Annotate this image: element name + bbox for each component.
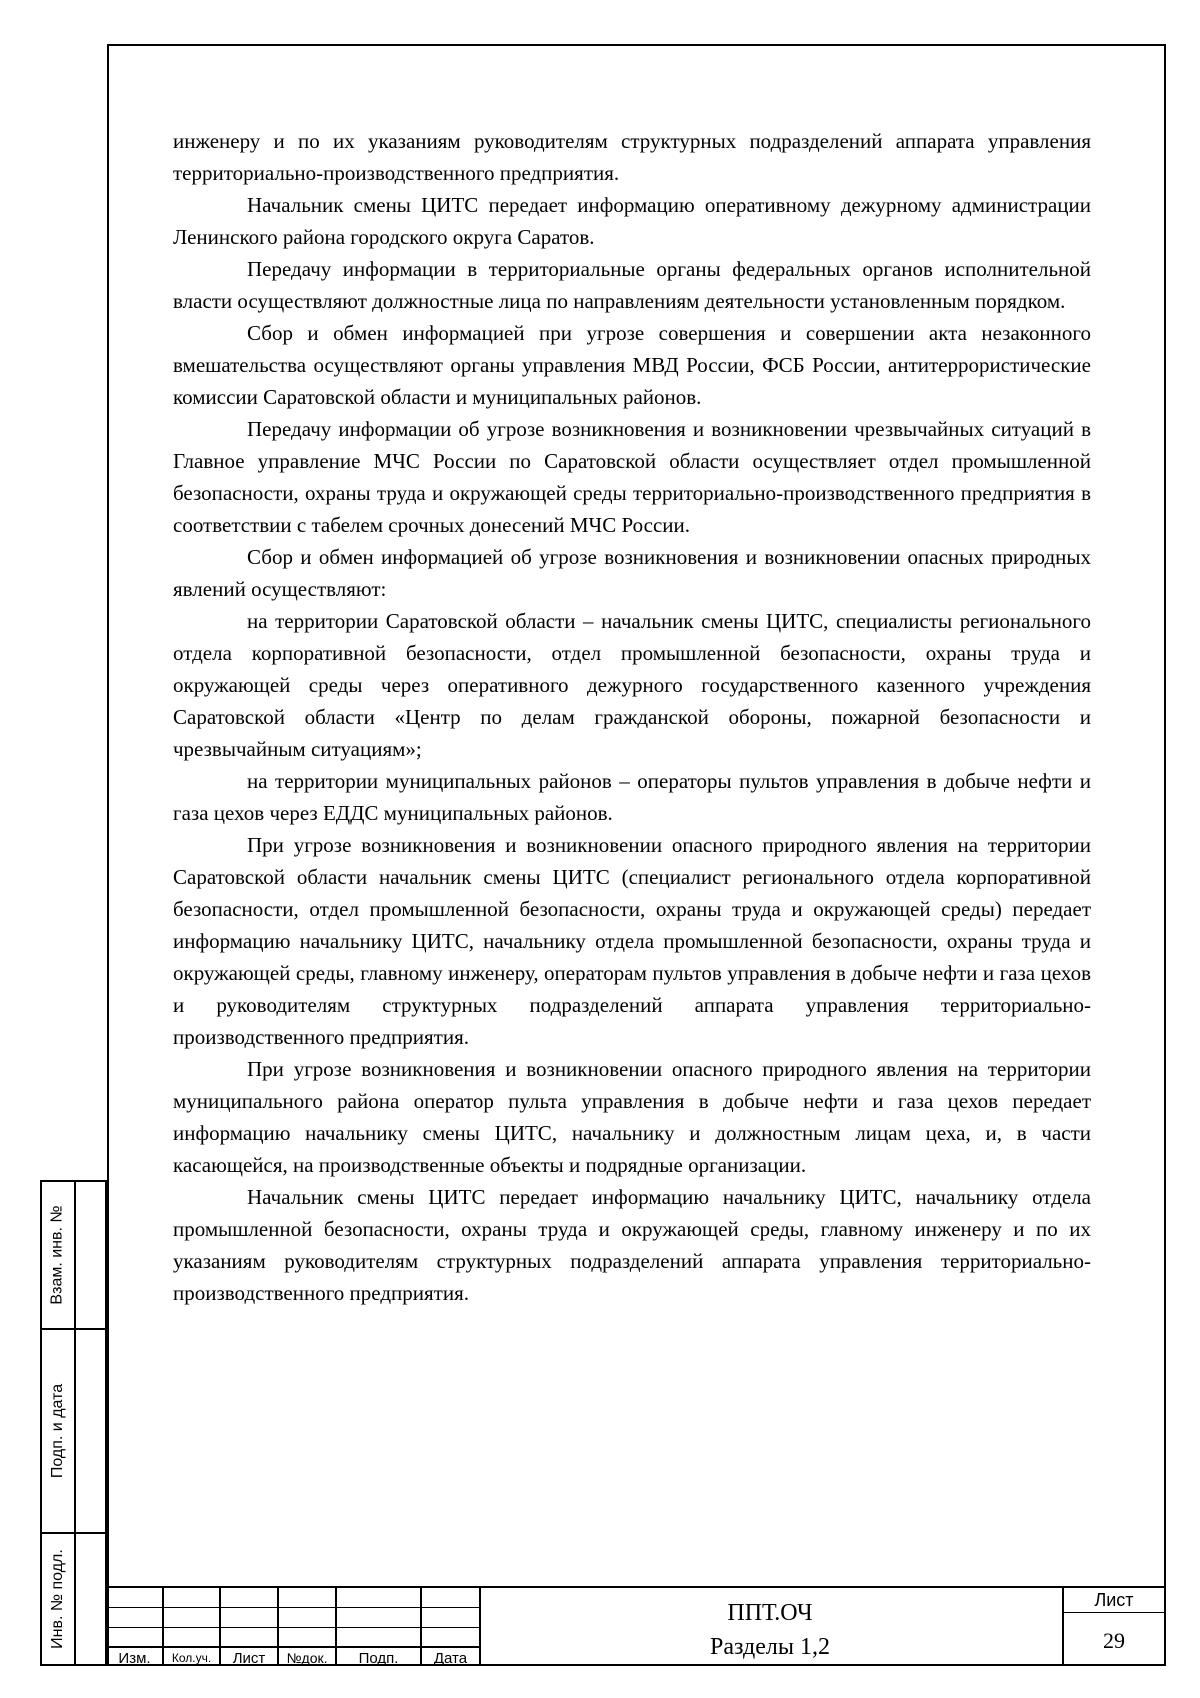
paragraph: При угрозе возникновения и возникновении опасного природного явления на территории Саратовской области начальник смены ЦИТС (специалист регионального отдела корпоративной безопасности, отдел промышленной безопасности, охраны труда и окружающей среды) передает информацию начальнику ЦИТС, начальнику отдела промышленной безопасности, охраны труда и окружающей среды, главному инженеру, операторам пультов управления в добыче нефти и газа цехов и руководителям структурных подразделений аппарата управления территориально-производственного предприятия. <box>173 833 1091 1049</box>
title-block <box>107 1586 1166 1666</box>
sheet-number: 29 <box>1103 1628 1125 1653</box>
paragraph: При угрозе возникновения и возникновении опасного природного явления на территории муниципального района оператор пульта управления в добыче нефти и газа цехов передает информацию начальнику смены ЦИТС, начальнику и должностным лицам цеха, и, в части касающейся, на производственные объекты и подрядные организации. <box>173 1057 1091 1177</box>
document-body <box>173 125 1091 1309</box>
col-kol-uch: Кол.уч. <box>171 1651 212 1665</box>
paragraph: на территории Саратовской области – начальник смены ЦИТС, специалисты регионального отдела корпоративной безопасности, отдел промышленной безопасности, охраны труда и окружающей среды через оперативного дежурного государственного казенного учреждения Саратовской области «Центр по делам гражданской обороны, пожарной безопасности и чрезвычайным ситуациям»; <box>173 609 1091 761</box>
side-strip-vzam-inv <box>40 1180 107 1330</box>
col-izm: Изм. <box>118 1649 151 1667</box>
col-no-dok: №док. <box>286 1650 328 1666</box>
paragraph: Начальник смены ЦИТС передает информацию начальнику ЦИТС, начальнику отдела промышленной безопасности, охраны труда и окружающей среды, главному инженеру и по их указаниям руководителям структурных подразделений аппарата управления территориально-производственного предприятия. <box>173 1185 1091 1305</box>
paragraph: Передачу информации об угрозе возникновения и возникновении чрезвычайных ситуаций в Главное управление МЧС России по Саратовской области осуществляет отдел промышленной безопасности, охраны труда и окружающей среды территориально-производственного предприятия в соответствии с табелем срочных донесений МЧС России. <box>173 417 1091 537</box>
side-label: Подп. и дата <box>49 1383 66 1479</box>
col-data: Дата <box>433 1649 468 1667</box>
col-list: Лист <box>232 1649 266 1667</box>
paragraph: Передачу информации в территориальные органы федеральных органов исполнительной власти осуществляют должностные лица по направлениям деятельности установленным порядком. <box>173 257 1091 313</box>
paragraph: Сбор и обмен информацией при угрозе совершения и совершении акта незаконного вмешательства осуществляют органы управления МВД России, ФСБ России, антитеррористические комиссии Саратовской области и муниципальных районов. <box>173 321 1091 409</box>
sheet-label: Лист <box>1094 1589 1134 1610</box>
section-name: Разделы 1,2 <box>709 1634 830 1660</box>
side-strip-podp-data <box>40 1328 107 1534</box>
paragraph: на территории муниципальных районов – операторы пультов управления в добыче нефти и газа цехов через ЕДДС муниципальных районов. <box>173 769 1091 825</box>
paragraph: инженеру и по их указаниям руководителям структурных подразделений аппарата управления территориально-производственного предприятия. <box>173 129 1091 185</box>
col-podp: Подп. <box>358 1649 399 1667</box>
side-label: Инв. № подл. <box>49 1549 67 1649</box>
side-strip-inv-podl <box>40 1532 107 1666</box>
paragraph: Начальник смены ЦИТС передает информацию оперативному дежурному администрации Ленинского района городского округа Саратов. <box>173 193 1091 249</box>
side-label: Взам. инв. № <box>49 1205 66 1305</box>
paragraph: Сбор и обмен информацией об угрозе возникновения и возникновении опасных природных явлений осуществляют: <box>173 545 1091 601</box>
document-code: ППТ.ОЧ <box>727 1600 813 1626</box>
